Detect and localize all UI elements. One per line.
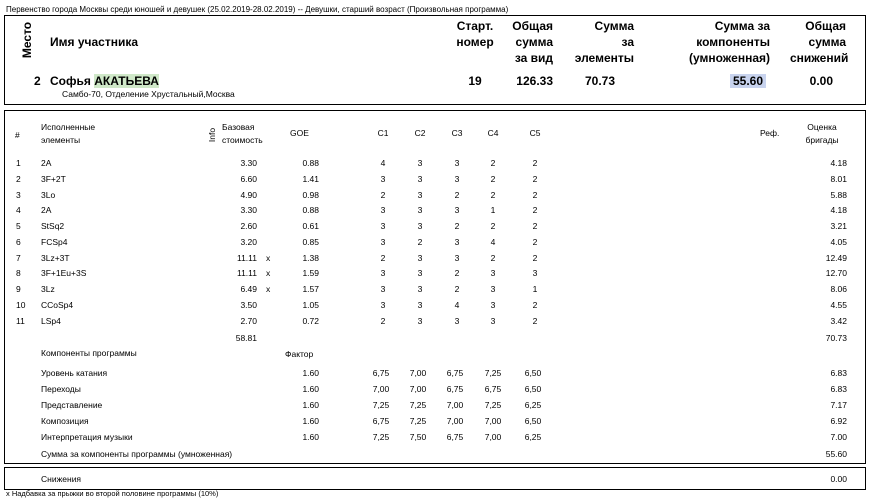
element-judge-3: 2 (454, 221, 460, 231)
element-judge-5: 2 (532, 158, 538, 168)
component-judge-5: 6,25 (524, 400, 542, 410)
element-judge-2: 3 (417, 158, 423, 168)
element-judge-5: 2 (532, 189, 538, 200)
component-score: 6.83 (830, 384, 847, 394)
component-judge-1: 7,00 (372, 384, 390, 394)
base-total: 58.81 (235, 333, 257, 343)
element-row (0, 300, 875, 314)
element-code: CCoSp4 (41, 299, 74, 310)
element-number: 4 (16, 205, 21, 216)
element-judge-2: 3 (417, 284, 423, 294)
component-row (0, 400, 875, 414)
element-judge-4: 2 (490, 252, 496, 263)
component-factor: 1.60 (302, 384, 319, 394)
element-judge-5: 2 (532, 252, 538, 263)
component-judge-1: 6,75 (372, 416, 390, 426)
element-row (0, 253, 875, 267)
component-judge-2: 7,00 (409, 384, 427, 394)
element-judge-1: 3 (380, 236, 386, 247)
component-score: 7.00 (830, 432, 847, 442)
element-judge-2: 3 (417, 205, 423, 216)
component-name: Представление (41, 400, 103, 410)
element-base: 11.11 (236, 252, 257, 263)
element-row (0, 284, 875, 298)
element-number: 9 (16, 284, 21, 294)
element-base: 3.30 (240, 158, 257, 168)
first-name: Софья (50, 74, 91, 88)
base-header: Базовая стоимость (222, 122, 263, 145)
club-name: Самбо-70, Отделение Хрустальный,Москва (62, 89, 235, 99)
element-judge-2: 3 (417, 189, 423, 200)
element-bonus-mark: x (266, 284, 271, 294)
executed-header: Исполненные элементы (41, 122, 96, 145)
element-score: 3.42 (830, 315, 847, 326)
element-judge-2: 3 (417, 221, 423, 231)
element-judge-2: 3 (417, 173, 423, 184)
element-base: 11.11 (236, 268, 257, 279)
element-goe: 0.88 (302, 205, 319, 216)
element-judge-5: 2 (532, 205, 538, 216)
element-number: 6 (16, 236, 21, 247)
element-number: 3 (16, 189, 21, 200)
goe-header: GOE (290, 128, 309, 138)
component-name: Композиция (41, 416, 89, 426)
component-score-value: 55.60 (690, 73, 766, 89)
component-judge-4: 6,75 (484, 384, 502, 394)
element-judge-4: 2 (490, 221, 496, 231)
element-judge-1: 3 (380, 299, 386, 310)
element-score: 8.01 (830, 173, 847, 184)
element-judge-3: 2 (454, 268, 460, 279)
element-base: 4.90 (240, 189, 257, 200)
element-goe: 0.61 (302, 221, 319, 231)
element-score: 12.49 (825, 252, 847, 263)
last-name: АКАТЬЕВА (94, 74, 159, 88)
component-judge-2: 7,50 (409, 432, 427, 442)
component-row (0, 432, 875, 446)
element-judge-1: 3 (380, 205, 386, 216)
start-no-header: Старт. номер (456, 19, 494, 49)
element-code: FCSp4 (41, 236, 68, 247)
element-judge-3: 2 (454, 284, 460, 294)
element-number: 8 (16, 268, 21, 279)
element-code: LSp4 (41, 315, 61, 326)
element-base: 2.70 (240, 315, 257, 326)
total-score-header: Общая сумма за вид (512, 19, 553, 65)
component-name: Уровень катания (41, 368, 108, 378)
element-score: 4.55 (830, 299, 847, 310)
element-row (0, 158, 875, 172)
elements-score-total: 70.73 (825, 333, 847, 343)
element-judge-5: 2 (532, 173, 538, 184)
component-factor: 1.60 (302, 368, 319, 378)
element-judge-4: 2 (490, 173, 496, 184)
judge-header-2: C2 (414, 128, 426, 138)
element-judge-5: 2 (532, 236, 538, 247)
element-base: 3.20 (240, 236, 257, 247)
element-judge-5: 2 (532, 221, 538, 231)
element-goe: 1.38 (302, 252, 319, 263)
component-judge-2: 7,25 (409, 400, 427, 410)
component-judge-1: 7,25 (372, 400, 390, 410)
element-score: 8.06 (830, 284, 847, 294)
deductions-value: 0.00 (809, 74, 833, 88)
element-judge-4: 4 (490, 236, 496, 247)
component-score-header: Сумма за компоненты (умноженная) (689, 19, 770, 65)
element-score-value: 70.73 (584, 74, 615, 88)
judge-header-5: C5 (529, 128, 541, 138)
start-no-value: 19 (468, 74, 482, 88)
component-judge-4: 7,25 (484, 400, 502, 410)
component-row (0, 384, 875, 398)
element-judge-3: 3 (454, 236, 460, 247)
element-judge-2: 3 (417, 268, 423, 279)
element-code: 3Lo (41, 189, 56, 200)
element-judge-4: 3 (490, 299, 496, 310)
component-judge-3: 7,00 (446, 416, 464, 426)
element-score: 4.18 (830, 205, 847, 216)
name-header: Имя участника (50, 35, 139, 49)
element-score: 5.88 (830, 189, 847, 200)
element-row (0, 237, 875, 251)
element-row (0, 221, 875, 235)
component-judge-5: 6,25 (524, 432, 542, 442)
element-bonus-mark: x (266, 252, 271, 263)
component-judge-2: 7,00 (409, 368, 427, 378)
element-judge-4: 1 (490, 205, 496, 216)
components-total-label: Сумма за компоненты программы (умноженная) (41, 449, 233, 459)
judge-header-1: C1 (377, 128, 389, 138)
element-code: 3Lz+3T (41, 252, 70, 263)
element-number: 2 (16, 173, 21, 184)
deductions-label: Снижения (41, 474, 82, 484)
element-row (0, 316, 875, 330)
score-header: Оценка бригады (805, 122, 839, 145)
element-code: 2A (41, 158, 52, 168)
element-judge-4: 2 (490, 189, 496, 200)
element-judge-1: 3 (380, 173, 386, 184)
element-judge-5: 1 (532, 284, 538, 294)
element-row (0, 190, 875, 204)
component-name: Переходы (41, 384, 81, 394)
total-score-value: 126.33 (516, 74, 553, 88)
place-header: Место (20, 21, 34, 59)
element-number: 7 (16, 252, 21, 263)
element-judge-4: 3 (490, 268, 496, 279)
element-bonus-mark: x (266, 268, 271, 279)
element-judge-2: 3 (417, 252, 423, 263)
element-judge-2: 3 (417, 299, 423, 310)
component-judge-1: 6,75 (372, 368, 390, 378)
element-goe: 1.57 (302, 284, 319, 294)
element-judge-1: 3 (380, 268, 386, 279)
element-judge-3: 2 (454, 189, 460, 200)
element-score: 12.70 (825, 268, 847, 279)
element-judge-1: 2 (380, 252, 386, 263)
component-judge-3: 7,00 (446, 400, 464, 410)
element-judge-3: 3 (454, 315, 460, 326)
info-header: Info (207, 127, 217, 143)
element-goe: 0.98 (302, 189, 319, 200)
element-judge-4: 2 (490, 158, 496, 168)
component-factor: 1.60 (302, 432, 319, 442)
element-judge-3: 3 (454, 205, 460, 216)
element-judge-1: 3 (380, 221, 386, 231)
event-title: Первенство города Москвы среди юношей и девушек (25.02.2019-28.02.2019) -- Девушки, старший возраст (Произвольная программа) (6, 5, 509, 14)
element-code: 3Lz (41, 284, 55, 294)
element-judge-3: 3 (454, 158, 460, 168)
element-judge-1: 3 (380, 284, 386, 294)
element-judge-4: 3 (490, 284, 496, 294)
components-total-value: 55.60 (825, 449, 847, 459)
deductions-box (4, 467, 866, 490)
element-goe: 1.41 (302, 173, 319, 184)
judge-header-4: C4 (487, 128, 499, 138)
element-score-header: Сумма за элементы (574, 19, 634, 65)
element-number: 10 (16, 299, 26, 310)
element-judge-3: 3 (454, 173, 460, 184)
element-row (0, 174, 875, 188)
place-value: 2 (34, 74, 41, 88)
component-name: Интерпретация музыки (41, 432, 133, 442)
component-judge-2: 7,25 (409, 416, 427, 426)
skater-name (50, 73, 159, 89)
element-judge-5: 3 (532, 268, 538, 279)
element-judge-3: 3 (454, 252, 460, 263)
num-header: # (15, 130, 20, 140)
element-score: 4.18 (830, 158, 847, 168)
element-judge-5: 2 (532, 315, 538, 326)
judge-header-3: C3 (451, 128, 463, 138)
element-goe: 0.88 (302, 158, 319, 168)
component-score: 6.83 (830, 368, 847, 378)
element-score: 4.05 (830, 236, 847, 247)
component-score: 6.92 (830, 416, 847, 426)
component-factor: 1.60 (302, 400, 319, 410)
element-row (0, 268, 875, 282)
component-judge-5: 6,50 (524, 368, 542, 378)
element-number: 5 (16, 221, 21, 231)
factor-label: Фактор (285, 349, 314, 359)
element-judge-4: 3 (490, 315, 496, 326)
element-judge-2: 2 (417, 236, 423, 247)
component-judge-3: 6,75 (446, 384, 464, 394)
component-judge-4: 7,00 (484, 416, 502, 426)
element-goe: 0.72 (302, 315, 319, 326)
element-base: 2.60 (240, 221, 257, 231)
ref-header: Реф. (760, 128, 780, 138)
component-judge-3: 6,75 (446, 432, 464, 442)
deductions-header: Общая сумма снижений (790, 19, 849, 65)
element-number: 1 (16, 158, 21, 168)
element-judge-1: 2 (380, 189, 386, 200)
component-row (0, 416, 875, 430)
element-base: 3.50 (240, 299, 257, 310)
component-judge-4: 7,25 (484, 368, 502, 378)
deductions-value-bottom: 0.00 (830, 474, 847, 484)
element-code: 3F+1Eu+3S (41, 268, 87, 279)
element-goe: 1.59 (302, 268, 319, 279)
component-judge-5: 6,50 (524, 384, 542, 394)
element-judge-1: 2 (380, 315, 386, 326)
component-judge-3: 6,75 (446, 368, 464, 378)
element-judge-3: 4 (454, 299, 460, 310)
component-judge-1: 7,25 (372, 432, 390, 442)
element-score: 3.21 (830, 221, 847, 231)
component-factor: 1.60 (302, 416, 319, 426)
components-label: Компоненты программы (41, 348, 137, 358)
element-code: 2A (41, 205, 52, 216)
element-base: 6.60 (240, 173, 257, 184)
element-goe: 0.85 (302, 236, 319, 247)
element-row (0, 205, 875, 219)
element-base: 6.49 (240, 284, 257, 294)
component-judge-5: 6,50 (524, 416, 542, 426)
element-judge-5: 2 (532, 299, 538, 310)
element-code: StSq2 (41, 221, 65, 231)
footnote: x Надбавка за прыжки во второй половине программы (10%) (6, 489, 219, 498)
element-code: 3F+2T (41, 173, 66, 184)
component-judge-4: 7,00 (484, 432, 502, 442)
component-row (0, 368, 875, 382)
element-judge-1: 4 (380, 158, 386, 168)
element-base: 3.30 (240, 205, 257, 216)
component-score: 7.17 (830, 400, 847, 410)
element-judge-2: 3 (417, 315, 423, 326)
element-number: 11 (16, 315, 25, 326)
element-goe: 1.05 (302, 299, 319, 310)
